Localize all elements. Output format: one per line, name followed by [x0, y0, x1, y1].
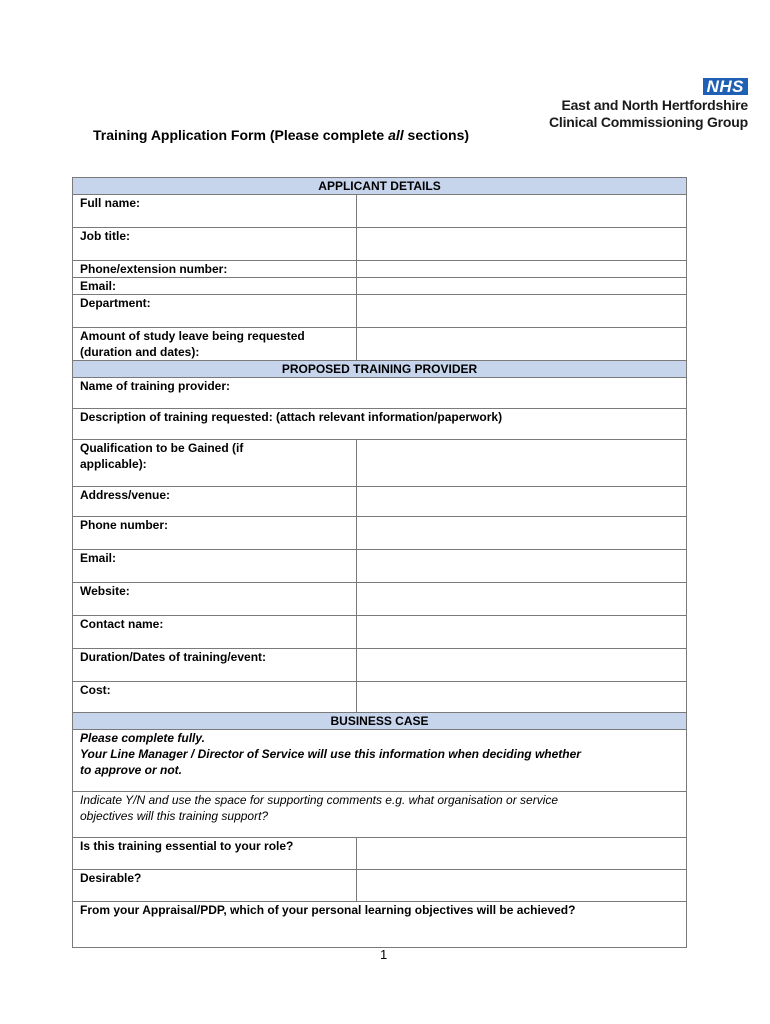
label-essential: Is this training essential to your role? [73, 838, 357, 870]
page-number: 1 [380, 947, 388, 962]
job-title-field[interactable] [357, 228, 687, 261]
note-line-2: Your Line Manager / Director of Service will use this information when deciding whether [80, 747, 581, 761]
label-duration-dates: Duration/Dates of training/event: [73, 649, 357, 682]
label-cost: Cost: [73, 682, 357, 713]
address-venue-field[interactable] [357, 487, 687, 517]
label-desirable: Desirable? [73, 870, 357, 902]
study-leave-line-1: Amount of study leave being requested [80, 329, 305, 343]
indicate-line-1: Indicate Y/N and use the space for supporting comments e.g. what organisation or service [80, 793, 559, 807]
title-emphasis: all [388, 127, 404, 143]
label-address-venue: Address/venue: [73, 487, 357, 517]
department-field[interactable] [357, 295, 687, 328]
label-provider-phone: Phone number: [73, 517, 357, 550]
section-applicant-details: APPLICANT DETAILS [73, 178, 687, 195]
study-leave-line-2: (duration and dates): [80, 345, 200, 359]
training-description-field[interactable]: Description of training requested: (attach relevant information/paperwork) [73, 409, 687, 440]
provider-email-field[interactable] [357, 550, 687, 583]
section-business-case: BUSINESS CASE [73, 713, 687, 730]
website-field[interactable] [357, 583, 687, 616]
phone-extension-field[interactable] [357, 261, 687, 278]
title-text: Training Application Form (Please complete [93, 127, 389, 143]
qualification-field[interactable] [357, 440, 687, 487]
note-line-3: to approve or not. [80, 763, 182, 777]
label-phone-extension: Phone/extension number: [73, 261, 357, 278]
label-website: Website: [73, 583, 357, 616]
desirable-field[interactable] [357, 870, 687, 902]
label-full-name: Full name: [73, 195, 357, 228]
logo-line-1: East and North Hertfordshire [561, 97, 748, 113]
training-application-table [72, 177, 687, 948]
provider-phone-field[interactable] [357, 517, 687, 550]
section-training-provider: PROPOSED TRAINING PROVIDER [73, 361, 687, 378]
label-provider-email: Email: [73, 550, 357, 583]
nhs-lozenge: NHS [703, 78, 748, 95]
indicate-line-2: objectives will this training support? [80, 809, 269, 823]
label-department: Department: [73, 295, 357, 328]
contact-name-field[interactable] [357, 616, 687, 649]
title-text-end: sections) [403, 127, 470, 143]
study-leave-field[interactable] [357, 328, 687, 361]
page-title [93, 127, 469, 143]
qualification-line-1: Qualification to be Gained (if [80, 441, 244, 455]
label-contact-name: Contact name: [73, 616, 357, 649]
email-field[interactable] [357, 278, 687, 295]
qualification-line-2: applicable): [80, 457, 147, 471]
full-name-field[interactable] [357, 195, 687, 228]
label-qualification [73, 440, 357, 487]
essential-field[interactable] [357, 838, 687, 870]
note-line-1: Please complete fully. [80, 731, 205, 745]
indicate-instructions [73, 792, 687, 838]
nhs-logo [549, 78, 748, 131]
label-email: Email: [73, 278, 357, 295]
business-case-note [73, 730, 687, 792]
logo-line-2: Clinical Commissioning Group [549, 114, 748, 130]
cost-field[interactable] [357, 682, 687, 713]
label-job-title: Job title: [73, 228, 357, 261]
label-study-leave [73, 328, 357, 361]
provider-name-field[interactable]: Name of training provider: [73, 378, 687, 409]
appraisal-objectives-field[interactable]: From your Appraisal/PDP, which of your personal learning objectives will be achieved? [73, 902, 687, 948]
duration-dates-field[interactable] [357, 649, 687, 682]
